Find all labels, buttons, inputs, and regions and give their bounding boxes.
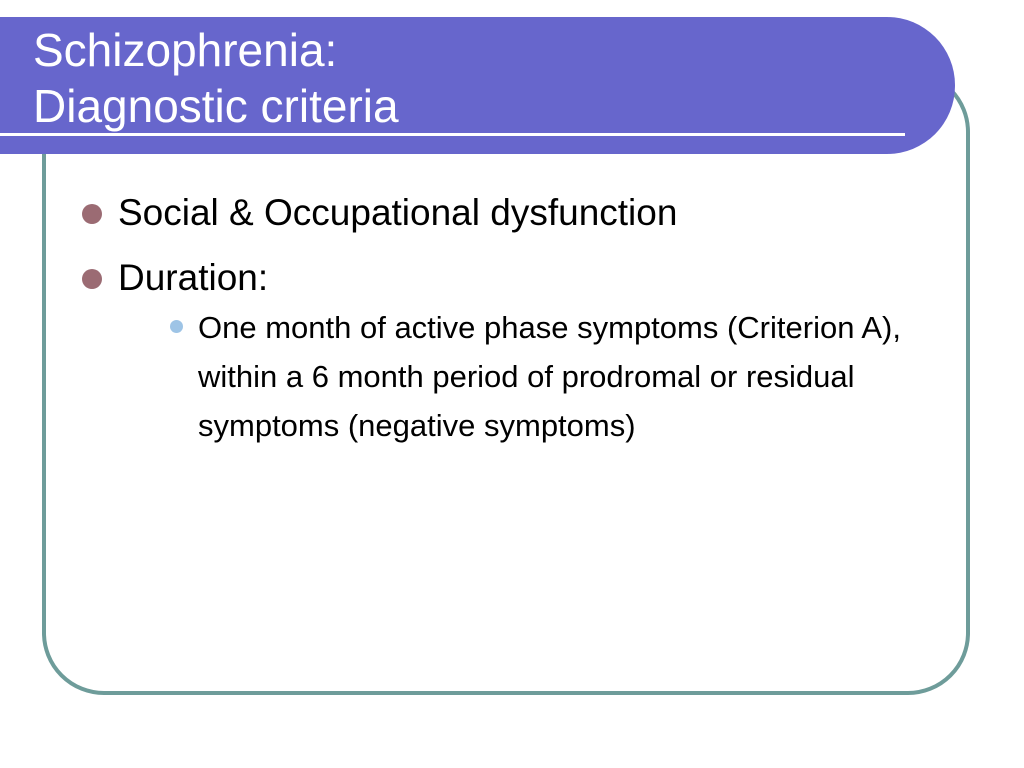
slide-title-line-2: Diagnostic criteria bbox=[33, 80, 399, 132]
bullet-item bbox=[82, 253, 942, 450]
sub-bullet-dot-icon bbox=[170, 320, 183, 333]
bullet-item bbox=[82, 188, 942, 238]
bullet-list bbox=[82, 188, 942, 465]
sub-bullet-text: One month of active phase symptoms (Criterion A), within a 6 month period of prodromal or residual symptoms (negative symptoms) bbox=[198, 310, 901, 443]
bullet-text: Social & Occupational dysfunction bbox=[118, 192, 678, 233]
bullet-dot-icon bbox=[82, 269, 102, 289]
slide-title bbox=[33, 22, 399, 134]
slide-title-line-1: Schizophrenia: bbox=[33, 24, 338, 76]
sub-bullet-item bbox=[164, 303, 948, 450]
sub-bullet-list bbox=[118, 303, 942, 450]
bullet-dot-icon bbox=[82, 204, 102, 224]
bullet-text: Duration: bbox=[118, 257, 269, 298]
